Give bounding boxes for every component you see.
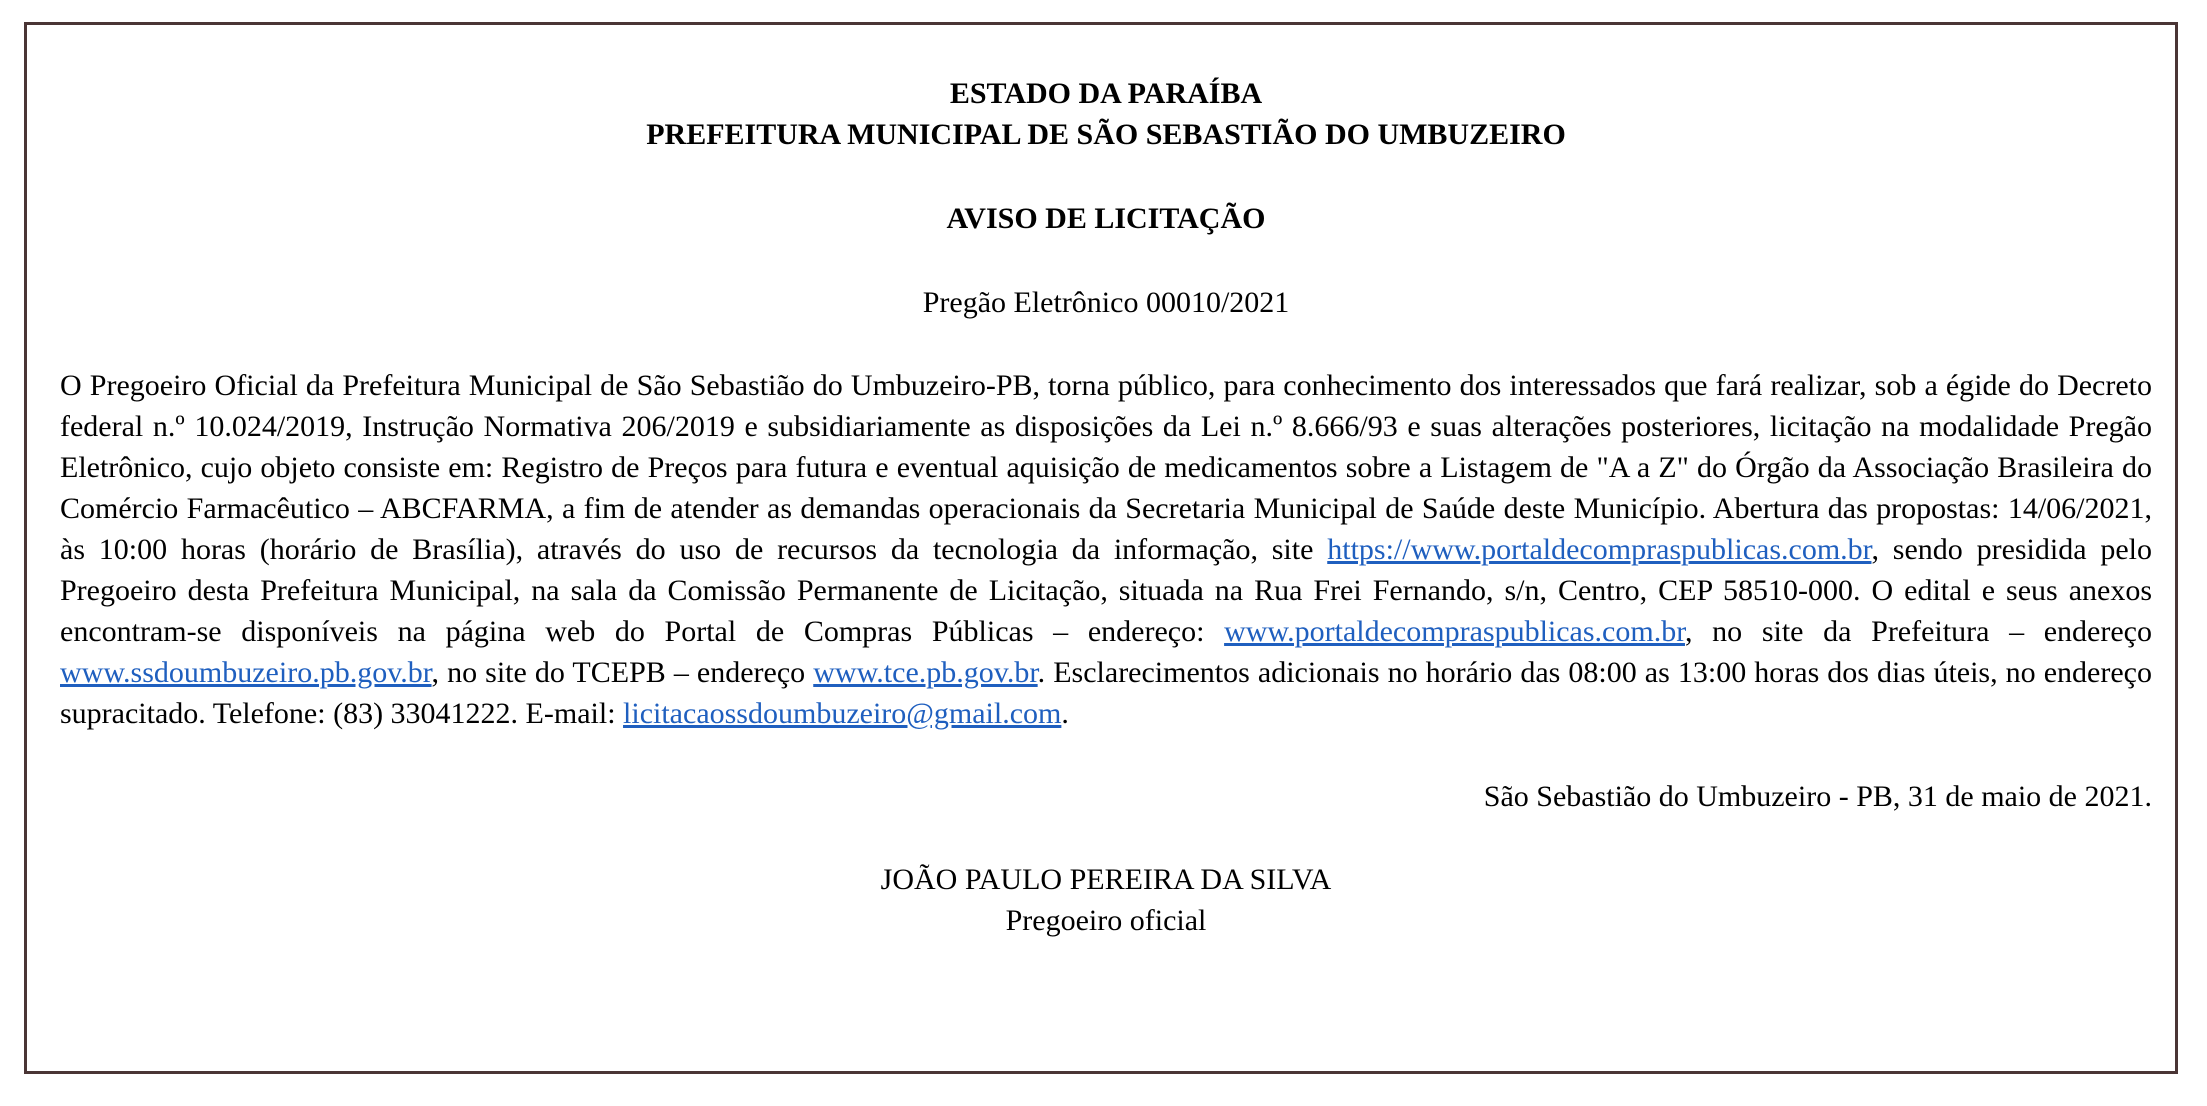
header-municipality: PREFEITURA MUNICIPAL DE SÃO SEBASTIÃO DO UMBUZEIRO	[646, 118, 1566, 151]
notice-subtitle: Pregão Eletrônico 00010/2021	[922, 286, 1290, 319]
signatory-role: Pregoeiro oficial	[1005, 904, 1207, 937]
portal-link[interactable]: www.portaldecompraspublicas.com.br	[1224, 615, 1685, 648]
body-text-2: , sendo presidida pelo Pregoeiro desta Prefeitura Municipal, na sala da Comissão Permanente de Licitação, situada na Rua Frei Fernando, s/n, Centro, CEP 58510-000. O edital e seus anexos encontram-se disponíveis na página web do Portal de Compras Públicas – endereço:	[60, 533, 2153, 648]
notice-body	[60, 365, 2152, 734]
email-link[interactable]: licitacaossdoumbuzeiro@gmail.com	[623, 697, 1062, 730]
notice-content	[60, 73, 2152, 941]
body-text-5: . Esclarecimentos adicionais no horário das 08:00 as 13:00 horas dos dias úteis, no endereço supracitado. Telefone: (83) 33041222. E-mail:	[60, 656, 2152, 730]
tce-link[interactable]: www.tce.pb.gov.br	[813, 656, 1038, 689]
body-text-1: O Pregoeiro Oficial da Prefeitura Municipal de São Sebastião do Umbuzeiro-PB, torna público, para conhecimento dos interessados que fará realizar, sob a égide do Decreto federal n.º 10.024/2019, Instrução Normativa 206/2019 e subsidiariamente as disposições da Lei n.º 8.666/93 e suas alterações posteriores, licitação na modalidade Pregão Eletrônico, cujo objeto consiste em: Registro de Preços para futura e eventual aquisição de medicamentos sobre a Listagem de "A a Z" do Órgão da Associação Brasileira do Comércio Farmacêutico – ABCFARMA, a fim de atender as demandas operacionais da Secretaria Municipal de Saúde deste Município. Abertura das propostas: 14/06/2021, às 10:00 horas (horário de Brasília), através do uso de recursos da tecnologia da informação, site	[60, 369, 2152, 566]
signature-block	[60, 859, 2152, 941]
header-state: ESTADO DA PARAÍBA	[949, 77, 1263, 110]
portal-link-https[interactable]: https://www.portaldecompraspublicas.com.br	[1327, 533, 1872, 566]
notice-title: AVISO DE LICITAÇÃO	[946, 202, 1266, 235]
prefeitura-link[interactable]: www.ssdoumbuzeiro.pb.gov.br	[60, 656, 432, 689]
body-text-3: , no site da Prefeitura – endereço	[1684, 615, 2152, 648]
place-date: São Sebastião do Umbuzeiro - PB, 31 de maio de 2021.	[1483, 780, 2152, 813]
signatory-name: JOÃO PAULO PEREIRA DA SILVA	[880, 863, 1332, 896]
body-text-6: .	[1061, 697, 1069, 730]
notice-header	[60, 73, 2152, 155]
notice-frame	[24, 22, 2178, 1074]
body-text-4: , no site do TCEPB – endereço	[431, 656, 814, 689]
